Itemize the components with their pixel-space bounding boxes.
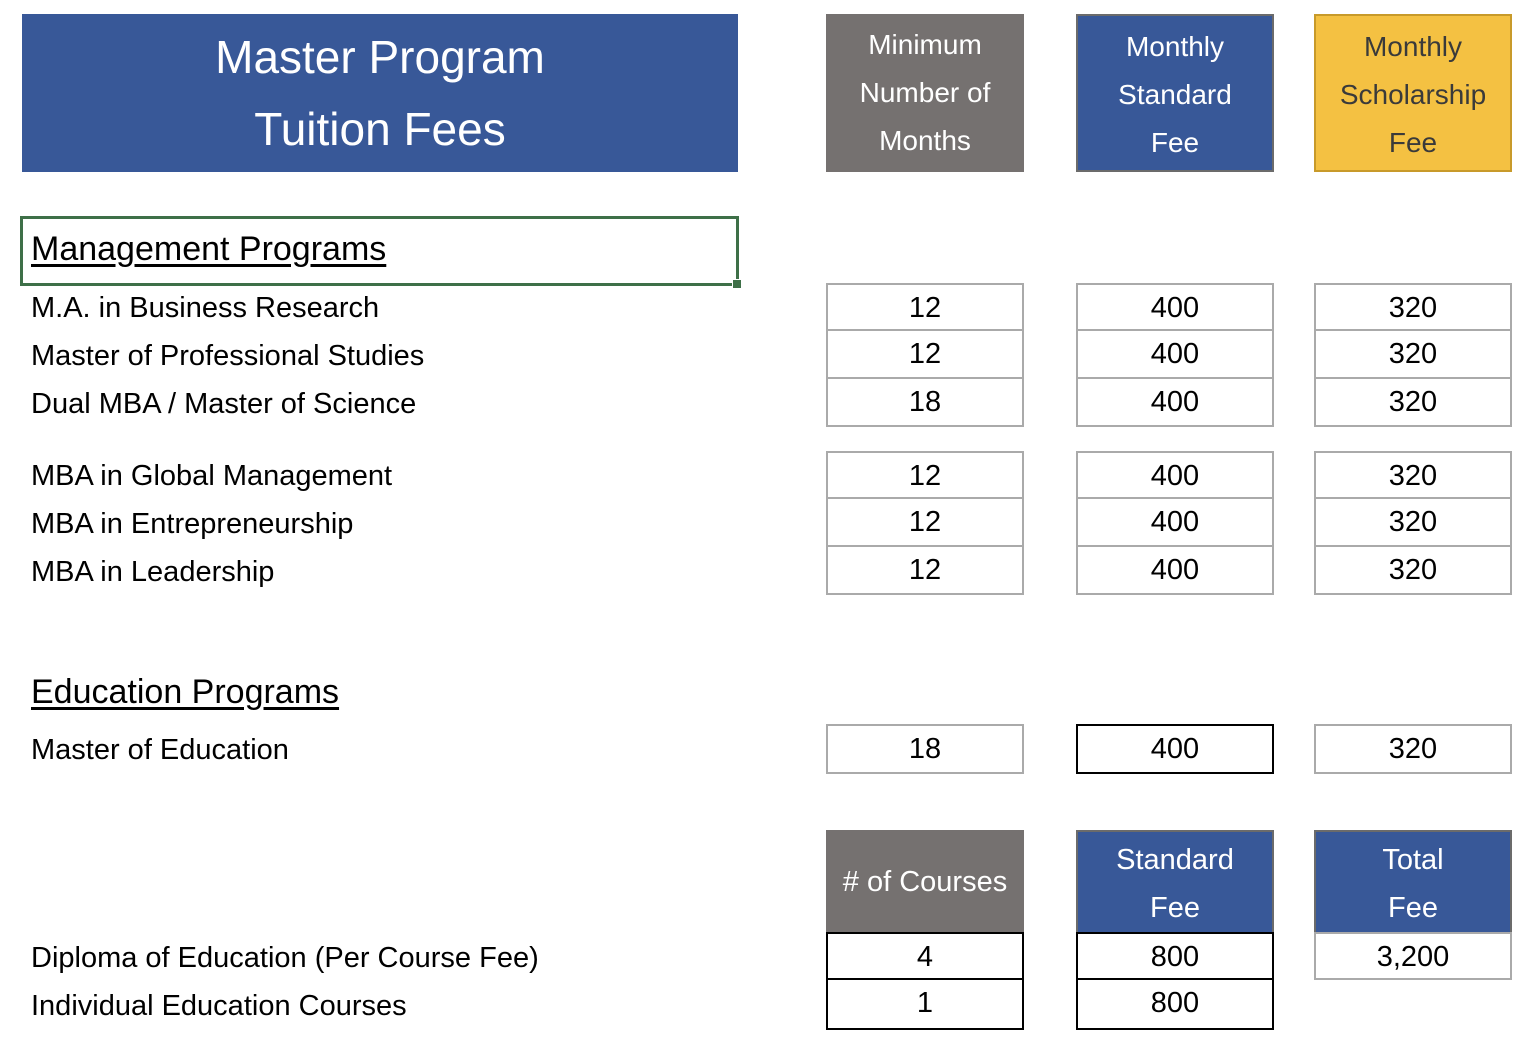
program-name[interactable]: MBA in Global Management (31, 460, 393, 492)
header-text: # of Courses (842, 866, 1008, 898)
section-heading-management[interactable]: Management Programs (31, 230, 387, 268)
months-cell[interactable]: 12 (826, 499, 1024, 547)
scholarship-fee-cell[interactable]: 320 (1314, 451, 1512, 499)
months-cell[interactable]: 12 (826, 283, 1024, 331)
header-text: Total (1382, 844, 1444, 876)
standard-fee-cell[interactable]: 400 (1076, 283, 1274, 331)
standard-fee-cell[interactable]: 400 (1076, 547, 1274, 595)
months-cell[interactable]: 12 (826, 331, 1024, 379)
months-cell[interactable]: 18 (826, 379, 1024, 427)
standard-fee-cell[interactable]: 400 (1076, 499, 1274, 547)
header-text: Standard (1118, 79, 1232, 110)
scholarship-fee-cell[interactable]: 320 (1314, 331, 1512, 379)
program-name[interactable]: M.A. in Business Research (31, 292, 380, 324)
section-heading-education[interactable]: Education Programs (31, 673, 340, 711)
standard-fee-cell[interactable]: 800 (1076, 932, 1274, 980)
header-num-courses[interactable] (826, 830, 1024, 934)
course-count-cell[interactable]: 1 (826, 980, 1024, 1030)
header-text: Months (879, 125, 971, 156)
header-text: Minimum (868, 29, 982, 60)
header-text: Fee (1150, 892, 1200, 924)
months-cell[interactable]: 12 (826, 547, 1024, 595)
course-count-cell[interactable]: 4 (826, 932, 1024, 980)
standard-fee-cell[interactable]: 400 (1076, 451, 1274, 499)
header-total-fee[interactable] (1314, 830, 1512, 934)
header-text: Fee (1388, 127, 1438, 158)
standard-fee-cell[interactable]: 800 (1076, 980, 1274, 1030)
program-name[interactable]: Master of Education (31, 734, 289, 766)
months-cell[interactable]: 18 (826, 724, 1024, 774)
scholarship-fee-cell[interactable]: 320 (1314, 283, 1512, 331)
total-fee-cell[interactable]: 3,200 (1314, 932, 1512, 980)
program-name[interactable]: MBA in Entrepreneurship (31, 508, 354, 540)
scholarship-fee-cell[interactable]: 320 (1314, 724, 1512, 774)
header-monthly-scholarship-fee[interactable] (1314, 14, 1512, 172)
program-name[interactable]: Master of Professional Studies (31, 340, 425, 372)
header-text: Fee (1150, 127, 1200, 158)
standard-fee-cell[interactable]: 400 (1076, 379, 1274, 427)
title-banner[interactable] (22, 14, 738, 172)
title-line-2: Tuition Fees (254, 103, 506, 155)
months-cell[interactable]: 12 (826, 451, 1024, 499)
standard-fee-cell[interactable]: 400 (1076, 724, 1274, 774)
header-standard-fee[interactable] (1076, 830, 1274, 934)
program-name[interactable]: Diploma of Education (Per Course Fee) (31, 942, 539, 974)
title-line-1: Master Program (215, 31, 545, 83)
scholarship-fee-cell[interactable]: 320 (1314, 547, 1512, 595)
header-monthly-standard-fee[interactable] (1076, 14, 1274, 172)
header-min-months[interactable] (826, 14, 1024, 172)
program-name[interactable]: Individual Education Courses (31, 990, 407, 1022)
header-text: Scholarship (1339, 79, 1487, 110)
header-text: Number of (859, 77, 991, 108)
scholarship-fee-cell[interactable]: 320 (1314, 499, 1512, 547)
header-text: Monthly (1363, 31, 1463, 62)
fill-handle[interactable] (732, 279, 742, 289)
scholarship-fee-cell[interactable]: 320 (1314, 379, 1512, 427)
program-name[interactable]: MBA in Leadership (31, 556, 275, 588)
header-text: Standard (1116, 844, 1234, 876)
program-name[interactable]: Dual MBA / Master of Science (31, 388, 417, 420)
header-text: Fee (1388, 892, 1438, 924)
header-text: Monthly (1125, 31, 1225, 62)
standard-fee-cell[interactable]: 400 (1076, 331, 1274, 379)
